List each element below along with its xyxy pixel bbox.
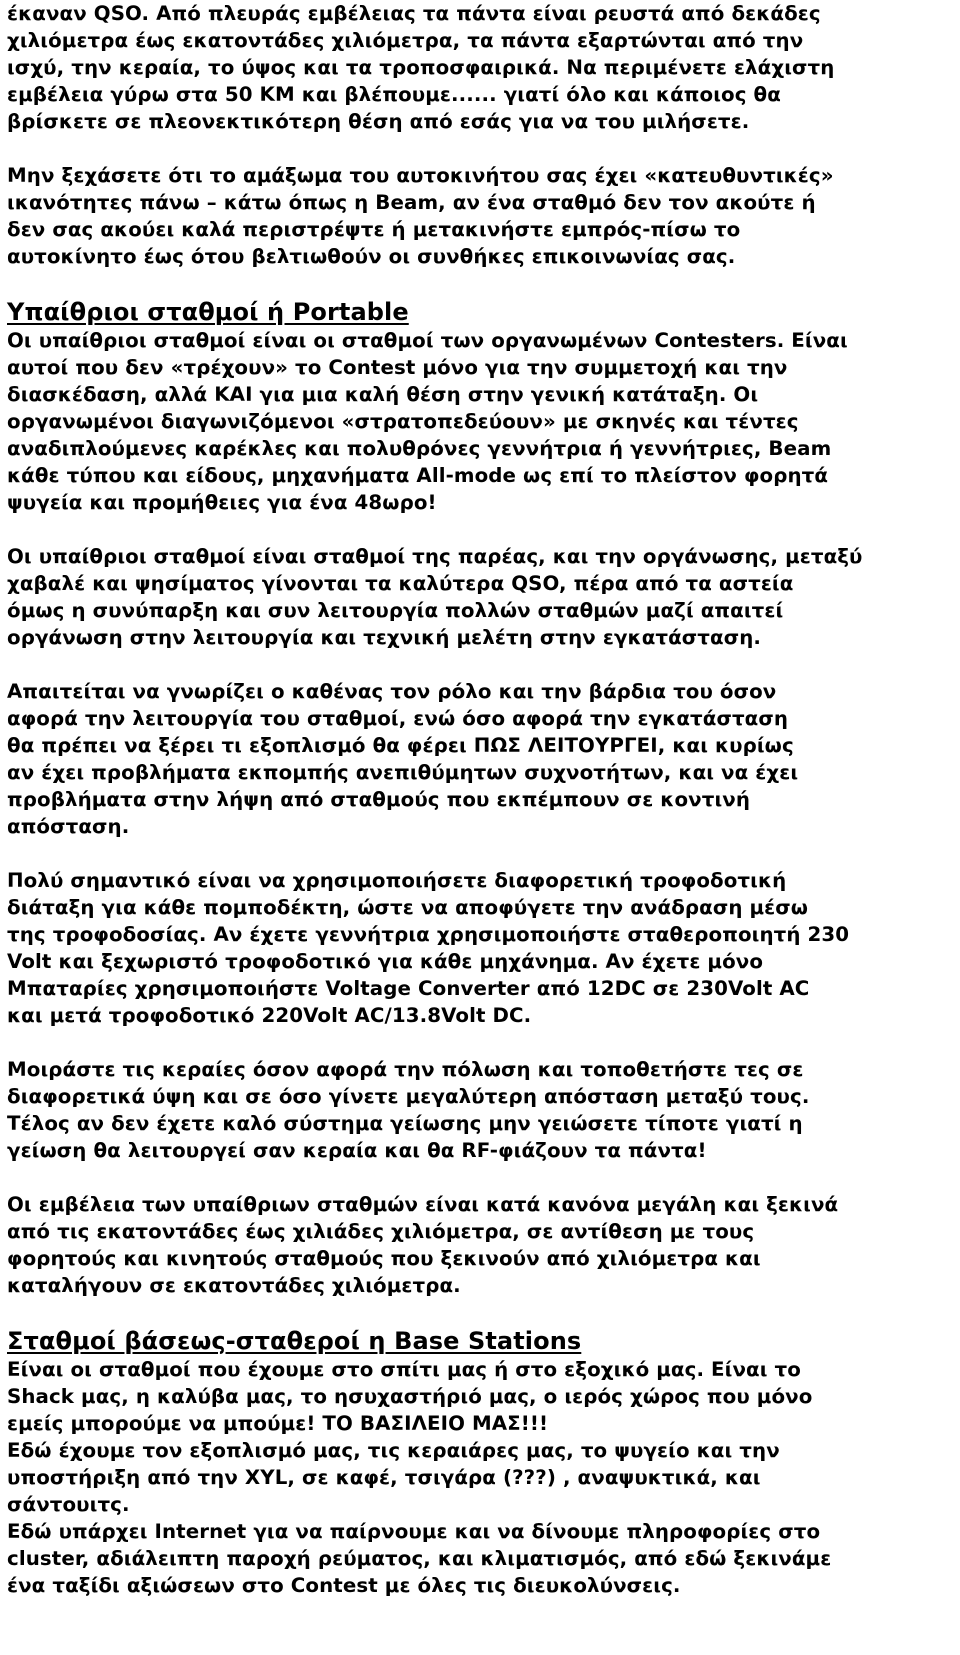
portable-section-heading: Υπαίθριοι σταθμοί ή Portable [7, 298, 409, 326]
text-line: διάταξη για κάθε πομποδέκτη, ώστε να αποφύγετε την ανάδραση μέσω [7, 896, 809, 919]
text-line: της τροφοδοσίας. Αν έχετε γεννήτρια χρησιμοποιήστε σταθεροποιητή 230 [7, 923, 850, 946]
text-line: φορητούς και κινητούς σταθμούς που ξεκινούν από χιλιόμετρα και [7, 1247, 761, 1270]
text-line: σάντουιτς. [7, 1493, 130, 1516]
portable-paragraph-3 [7, 678, 955, 840]
text-line: αναδιπλούμενες καρέκλες και πολυθρόνες γεννήτρια ή γεννήτριες, Beam [7, 437, 832, 460]
text-line: προβλήματα στην λήψη από σταθμούς που εκπέμπουν σε κοντινή [7, 788, 751, 811]
text-line: Οι υπαίθριοι σταθμοί είναι οι σταθμοί των οργανωμένων Contesters. Είναι [7, 329, 848, 352]
text-line: αυτοκίνητο έως ότου βελτιωθούν οι συνθήκες επικοινωνίας σας. [7, 245, 736, 268]
portable-paragraph-2 [7, 543, 955, 651]
text-line: Οι εμβέλεια των υπαίθριων σταθμών είναι κατά κανόνα μεγάλη και ξεκινά [7, 1193, 839, 1216]
text-line: βρίσκετε σε πλεονεκτικότερη θέση από εσάς για να του μιλήσετε. [7, 110, 750, 133]
text-line: ισχύ, την κεραία, το ύψος και τα τροποσφαιρικά. Να περιμένετε ελάχιστη [7, 56, 835, 79]
paragraph-spacer [7, 270, 955, 297]
paragraph-spacer [7, 516, 955, 543]
text-line: Volt και ξεχωριστό τροφοδοτικό για κάθε μηχάνημα. Αν έχετε μόνο [7, 950, 764, 973]
text-line: ψυγεία και προμήθειες για ένα 48ωρο! [7, 491, 437, 514]
text-line: οργανωμένοι διαγωνιζόμενοι «στρατοπεδεύουν» με σκηνές και τέντες [7, 410, 799, 433]
portable-paragraph-1 [7, 327, 955, 516]
portable-paragraph-6 [7, 1191, 955, 1299]
paragraph-spacer [7, 651, 955, 678]
text-line: καταλήγουν σε εκατοντάδες χιλιόμετρα. [7, 1274, 461, 1297]
text-line: οργάνωση στην λειτουργία και τεχνική μελέτη στην εγκατάσταση. [7, 626, 762, 649]
text-line: απόσταση. [7, 815, 130, 838]
car-body-paragraph [7, 162, 955, 270]
text-line: cluster, αδιάλειπτη παροχή ρεύματος, και κλιματισμός, από εδώ ξεκινάμε [7, 1547, 832, 1570]
text-line: Εδώ έχουμε τον εξοπλισμό μας, τις κεραιάρες μας, το ψυγείο και την [7, 1439, 780, 1462]
text-line: Μπαταρίες χρησιμοποιήστε Voltage Converter από 12DC σε 230Volt AC [7, 977, 810, 1000]
text-line: αφορά την λειτουργία του σταθμοί, ενώ όσο αφορά την εγκατάσταση [7, 707, 789, 730]
text-line: θα πρέπει να ξέρει τι εξοπλισμό θα φέρει ΠΩΣ ΛΕΙΤΟΥΡΓΕΙ, και κυρίως [7, 734, 794, 757]
text-line: Οι υπαίθριοι σταθμοί είναι σταθμοί της παρέας, και την οργάνωσης, μεταξύ [7, 545, 863, 568]
portable-paragraph-4 [7, 867, 955, 1029]
text-line: εμείς μπορούμε να μπούμε! ΤΟ ΒΑΣΙΛΕΙΟ ΜΑΣ!!! [7, 1412, 549, 1435]
text-line: ικανότητες πάνω – κάτω όπως η Beam, αν ένα σταθμό δεν τον ακούτε ή [7, 191, 816, 214]
text-line: διασκέδαση, αλλά ΚΑΙ για μια καλή θέση στην γενική κατάταξη. Οι [7, 383, 759, 406]
text-line: Μην ξεχάσετε ότι το αμάξωμα του αυτοκινήτου σας έχει «κατευθυντικές» [7, 164, 834, 187]
text-line: έκαναν QSO. Από πλευράς εμβέλειας τα πάντα είναι ρευστά από δεκάδες [7, 2, 821, 25]
paragraph-spacer [7, 135, 955, 162]
text-line: Τέλος αν δεν έχετε καλό σύστημα γείωσης μην γειώσετε τίποτε γιατί η [7, 1112, 803, 1135]
text-line: αν έχει προβλήματα εκπομπής ανεπιθύμητων συχνοτήτων, και να έχει [7, 761, 799, 784]
paragraph-spacer [7, 1299, 955, 1326]
text-line: εμβέλεια γύρω στα 50 ΚΜ και βλέπουμε...... γιατί όλο και κάποιος θα [7, 83, 781, 106]
text-line: διαφορετικά ύψη και σε όσο γίνετε μεγαλύτερη απόσταση μεταξύ τους. [7, 1085, 810, 1108]
text-line: Πολύ σημαντικό είναι να χρησιμοποιήσετε διαφορετική τροφοδοτική [7, 869, 787, 892]
text-line: χιλιόμετρα έως εκατοντάδες χιλιόμετρα, τα πάντα εξαρτώνται από την [7, 29, 804, 52]
text-line: και μετά τροφοδοτικό 220Volt AC/13.8Volt DC. [7, 1004, 532, 1027]
base-stations-paragraph [7, 1356, 955, 1599]
text-line: Μοιράστε τις κεραίες όσον αφορά την πόλωση και τοποθετήστε τες σε [7, 1058, 804, 1081]
text-line: ένα ταξίδι αξιώσεων στο Contest με όλες τις διευκολύνσεις. [7, 1574, 681, 1597]
text-line: υποστήριξη από την XYL, σε καφέ, τσιγάρα (???) , αναψυκτικά, και [7, 1466, 761, 1489]
paragraph-spacer [7, 1164, 955, 1191]
text-line: Απαιτείται να γνωρίζει ο καθένας τον ρόλο και την βάρδια του όσον [7, 680, 777, 703]
text-line: όμως η συνύπαρξη και συν λειτουργία πολλών σταθμών μαζί απαιτεί [7, 599, 784, 622]
text-line: Εδώ υπάρχει Internet για να παίρνουμε και να δίνουμε πληροφορίες στο [7, 1520, 821, 1543]
text-line: Είναι οι σταθμοί που έχουμε στο σπίτι μας ή στο εξοχικό μας. Είναι το [7, 1358, 801, 1381]
text-line: κάθε τύπου και είδους, μηχανήματα All-mode ως επί το πλείστον φορητά [7, 464, 829, 487]
text-line: χαβαλέ και ψησίματος γίνονται τα καλύτερα QSO, πέρα από τα αστεία [7, 572, 794, 595]
base-stations-section-heading: Σταθμοί βάσεως-σταθεροί η Base Stations [7, 1327, 582, 1355]
text-line: από τις εκατοντάδες έως χιλιάδες χιλιόμετρα, σε αντίθεση με τους [7, 1220, 755, 1243]
portable-paragraph-5 [7, 1056, 955, 1164]
text-line: Shack μας, η καλύβα μας, το ησυχαστήριό μας, ο ιερός χώρος που μόνο [7, 1385, 813, 1408]
paragraph-spacer [7, 1029, 955, 1056]
text-line: γείωση θα λειτουργεί σαν κεραία και θα RF-φιάζουν τα πάντα! [7, 1139, 707, 1162]
paragraph-spacer [7, 840, 955, 867]
document-page [7, 0, 955, 1599]
intro-paragraph [7, 0, 955, 135]
text-line: αυτοί που δεν «τρέχουν» το Contest μόνο για την συμμετοχή και την [7, 356, 788, 379]
text-line: δεν σας ακούει καλά περιστρέψτε ή μετακινήστε εμπρός-πίσω το [7, 218, 741, 241]
